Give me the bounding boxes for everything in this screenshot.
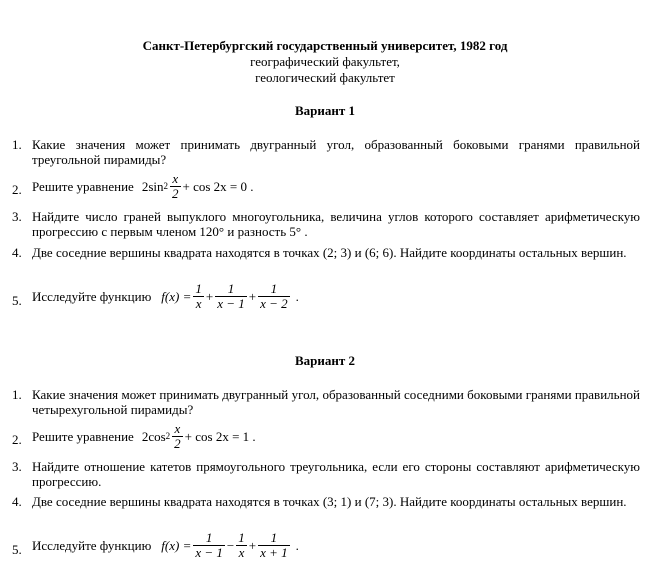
problem-number: 5.	[12, 542, 22, 557]
problem-function	[32, 531, 640, 560]
problem-number: 5.	[12, 293, 22, 308]
operator: +	[248, 289, 257, 304]
problem-text: Какие значения может принимать двугранный угол, образованный боковыми гранями правильной треугольной пирамиды?	[32, 137, 640, 167]
equation-term: 2sin	[141, 179, 164, 194]
variant-2-title: Вариант 2	[294, 353, 356, 368]
problem-text: Две соседние вершины квадрата находятся в точках (2; 3) и (6; 6). Найдите координаты остальных вершин.	[32, 245, 627, 260]
exponent: 2	[163, 181, 168, 191]
problem-text: Решите уравнение	[32, 429, 134, 444]
variant-1-title: Вариант 1	[294, 103, 356, 118]
problem-number: 2.	[12, 432, 22, 447]
v2-problem-5	[12, 531, 640, 569]
v2-problem-2	[12, 422, 640, 458]
problem-text: Две соседние вершины квадрата находятся в точках (3; 1) и (7; 3). Найдите координаты остальных вершин.	[32, 494, 627, 509]
denominator: x − 1	[217, 296, 245, 311]
faculty-line-1: географический факультет,	[250, 54, 400, 69]
problem-number: 4.	[12, 494, 22, 509]
numerator: 1	[193, 531, 225, 546]
problem-function	[32, 282, 640, 311]
fraction	[193, 282, 204, 311]
denominator: 2	[174, 436, 181, 451]
operator: −	[226, 538, 235, 553]
denominator: x	[195, 296, 202, 311]
function-name: f(x) =	[161, 538, 192, 553]
equation-rest: + cos 2x = 0 .	[182, 179, 254, 194]
v2-problem-3	[12, 459, 640, 491]
problem-number: 3.	[12, 459, 22, 474]
problem-equation	[32, 172, 640, 201]
denominator: x	[238, 545, 245, 560]
problem-text: Найдите отношение катетов прямоугольного треугольника, если его стороны составляют арифметическую прогрессию.	[32, 459, 640, 489]
v1-problem-2	[12, 172, 640, 208]
v2-problem-4	[12, 494, 640, 526]
problem-text: Решите уравнение	[32, 179, 134, 194]
numerator: 1	[258, 282, 290, 297]
problem-text: Исследуйте функцию	[32, 289, 152, 304]
fraction	[170, 172, 181, 201]
numerator: 1	[195, 281, 202, 296]
problem-number: 2.	[12, 182, 22, 197]
document-title: Санкт-Петербургский государственный университет, 1982 год	[142, 38, 508, 53]
v1-problem-3	[12, 209, 640, 241]
problem-number: 4.	[12, 245, 22, 260]
period: .	[295, 289, 299, 304]
exponent: 2	[165, 431, 171, 441]
fraction	[258, 531, 290, 560]
numerator: x	[172, 422, 183, 437]
fraction	[258, 282, 290, 311]
problem-text: Найдите число граней выпуклого многоугольника, величина углов которого составляет арифметическую прогрессию с первым членом 120° и разность 5° .	[32, 209, 640, 239]
fraction	[172, 422, 183, 451]
v1-problem-4	[12, 245, 640, 277]
function-name: f(x) =	[161, 289, 192, 304]
v1-problem-1	[12, 137, 640, 169]
denominator: x − 1	[195, 545, 223, 560]
operator: +	[205, 289, 214, 304]
fraction	[236, 531, 247, 560]
problem-number: 3.	[12, 209, 22, 224]
problem-number: 1.	[12, 387, 22, 402]
problem-number: 1.	[12, 137, 22, 152]
denominator: x + 1	[260, 545, 288, 560]
faculty-line-2: геологический факультет	[255, 70, 395, 85]
denominator: x − 2	[260, 296, 288, 311]
fraction	[215, 282, 247, 311]
problem-text: Какие значения может принимать двугранный угол, образованный соседними боковыми гранями правильной четырехугольной пирамиды?	[32, 387, 640, 417]
period: .	[295, 538, 299, 553]
v1-problem-5	[12, 282, 640, 320]
equation-rest: + cos 2x = 1 .	[184, 429, 256, 444]
v2-problem-1	[12, 387, 640, 419]
numerator: x	[170, 172, 181, 187]
numerator: 1	[258, 531, 290, 546]
numerator: 1	[215, 282, 247, 297]
problem-text: Исследуйте функцию	[32, 538, 152, 553]
numerator: 1	[238, 530, 245, 545]
operator: +	[248, 538, 257, 553]
fraction	[193, 531, 225, 560]
equation-term: 2cos	[141, 429, 166, 444]
denominator: 2	[172, 186, 179, 201]
problem-equation	[32, 422, 640, 451]
